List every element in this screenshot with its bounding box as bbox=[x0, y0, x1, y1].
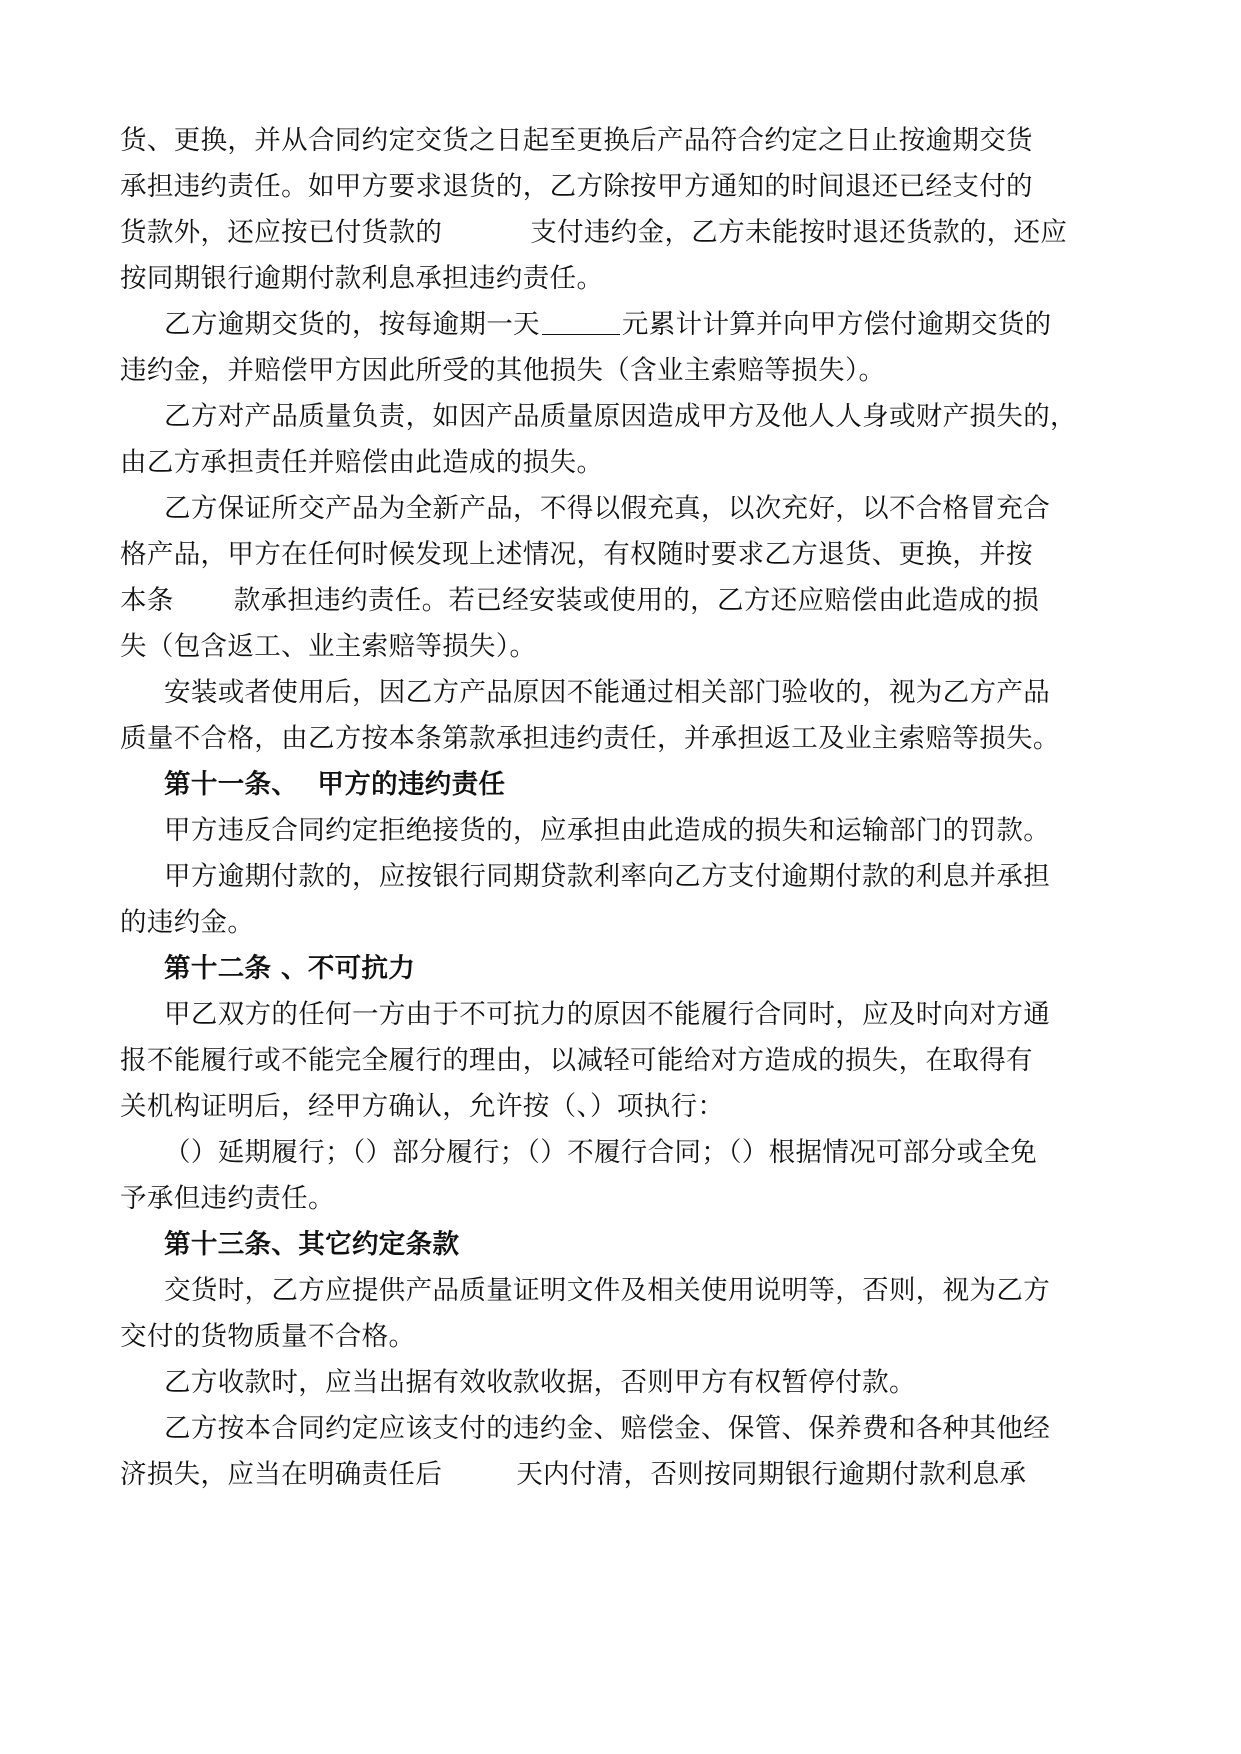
text-line bbox=[120, 1452, 1130, 1498]
text-line: 关机构证明后，经甲方确认，允许按（、）项执行： bbox=[120, 1091, 725, 1122]
section-heading: 第十二条 、不可抗力 bbox=[164, 953, 416, 984]
text-segment: 支付违约金，乙方未能按时退还货款的，还应 bbox=[530, 217, 1068, 248]
document-page bbox=[120, 118, 1130, 1498]
text-line: 甲方逾期付款的，应按银行同期贷款利率向乙方支付逾期付款的利息并承担 bbox=[164, 861, 1051, 892]
text-line bbox=[120, 578, 1130, 624]
text-line: 交货时，乙方应提供产品质量证明文件及相关使用说明等，否则，视为乙方 bbox=[164, 1275, 1051, 1306]
text-line: 违约金，并赔偿甲方因此所受的其他损失（含业主索赔等损失）。 bbox=[120, 355, 886, 386]
section-heading: 第十一条、 甲方的违约责任 bbox=[164, 769, 506, 800]
text-line: 货、更换，并从合同约定交货之日起至更换后产品符合约定之日止按逾期交货 bbox=[120, 125, 1033, 156]
section-heading: 第十三条、其它约定条款 bbox=[164, 1229, 460, 1260]
text-line: 报不能履行或不能完全履行的理由，以减轻可能给对方造成的损失，在取得有 bbox=[120, 1045, 1033, 1076]
text-segment: 本条 bbox=[120, 585, 174, 616]
text-line: 甲乙双方的任何一方由于不可抗力的原因不能履行合同时，应及时向对方通 bbox=[164, 999, 1051, 1030]
text-line: （）延期履行；（）部分履行；（）不履行合同；（）根据情况可部分或全免 bbox=[164, 1137, 1038, 1168]
text-line: 承担违约责任。如甲方要求退货的，乙方除按甲方通知的时间退还已经支付的 bbox=[120, 171, 1033, 202]
text-segment: 济损失，应当在明确责任后 bbox=[120, 1459, 443, 1490]
text-line: 失（包含返工、业主索赔等损失）。 bbox=[120, 631, 537, 662]
text-line: 乙方收款时，应当出据有效收款收据，否则甲方有权暂停付款。 bbox=[164, 1367, 916, 1398]
text-line: 甲方违反合同约定拒绝接货的，应承担由此造成的损失和运输部门的罚款。 bbox=[164, 815, 1051, 846]
text-line bbox=[120, 210, 1130, 256]
text-segment: 款承担违约责任。若已经安装或使用的，乙方还应赔偿由此造成的损 bbox=[233, 585, 1040, 616]
text-line: 的违约金。 bbox=[120, 907, 255, 938]
text-segment: 天内付清，否则按同期银行逾期付款利息承 bbox=[516, 1459, 1027, 1490]
text-line: 由乙方承担责任并赔偿由此造成的损失。 bbox=[120, 447, 604, 478]
text-line: 乙方按本合同约定应该支付的违约金、赔偿金、保管、保养费和各种其他经 bbox=[164, 1413, 1051, 1444]
text-line: 予承但违约责任。 bbox=[120, 1183, 335, 1214]
text-line: 乙方对产品质量负责，如因产品质量原因造成甲方及他人人身或财产损失的， bbox=[164, 401, 1077, 432]
text-segment: 乙方逾期交货的，按每逾期一天 bbox=[164, 309, 540, 340]
text-segment: 元累计计算并向甲方偿付逾期交货的 bbox=[621, 309, 1052, 340]
text-segment: 货款外，还应按已付货款的 bbox=[120, 217, 443, 248]
text-line: 安装或者使用后，因乙方产品原因不能通过相关部门验收的，视为乙方产品 bbox=[164, 677, 1051, 708]
text-line bbox=[120, 302, 1130, 348]
text-line: 乙方保证所交产品为全新产品，不得以假充真，以次充好，以不合格冒充合 bbox=[164, 493, 1051, 524]
text-line: 按同期银行逾期付款利息承担违约责任。 bbox=[120, 263, 604, 294]
underline-blank bbox=[542, 304, 620, 335]
text-line: 交付的货物质量不合格。 bbox=[120, 1321, 416, 1352]
text-line: 质量不合格，由乙方按本条第款承担违约责任，并承担返工及业主索赔等损失。 bbox=[120, 723, 1060, 754]
text-line: 格产品，甲方在任何时候发现上述情况，有权随时要求乙方退货、更换，并按 bbox=[120, 539, 1033, 570]
